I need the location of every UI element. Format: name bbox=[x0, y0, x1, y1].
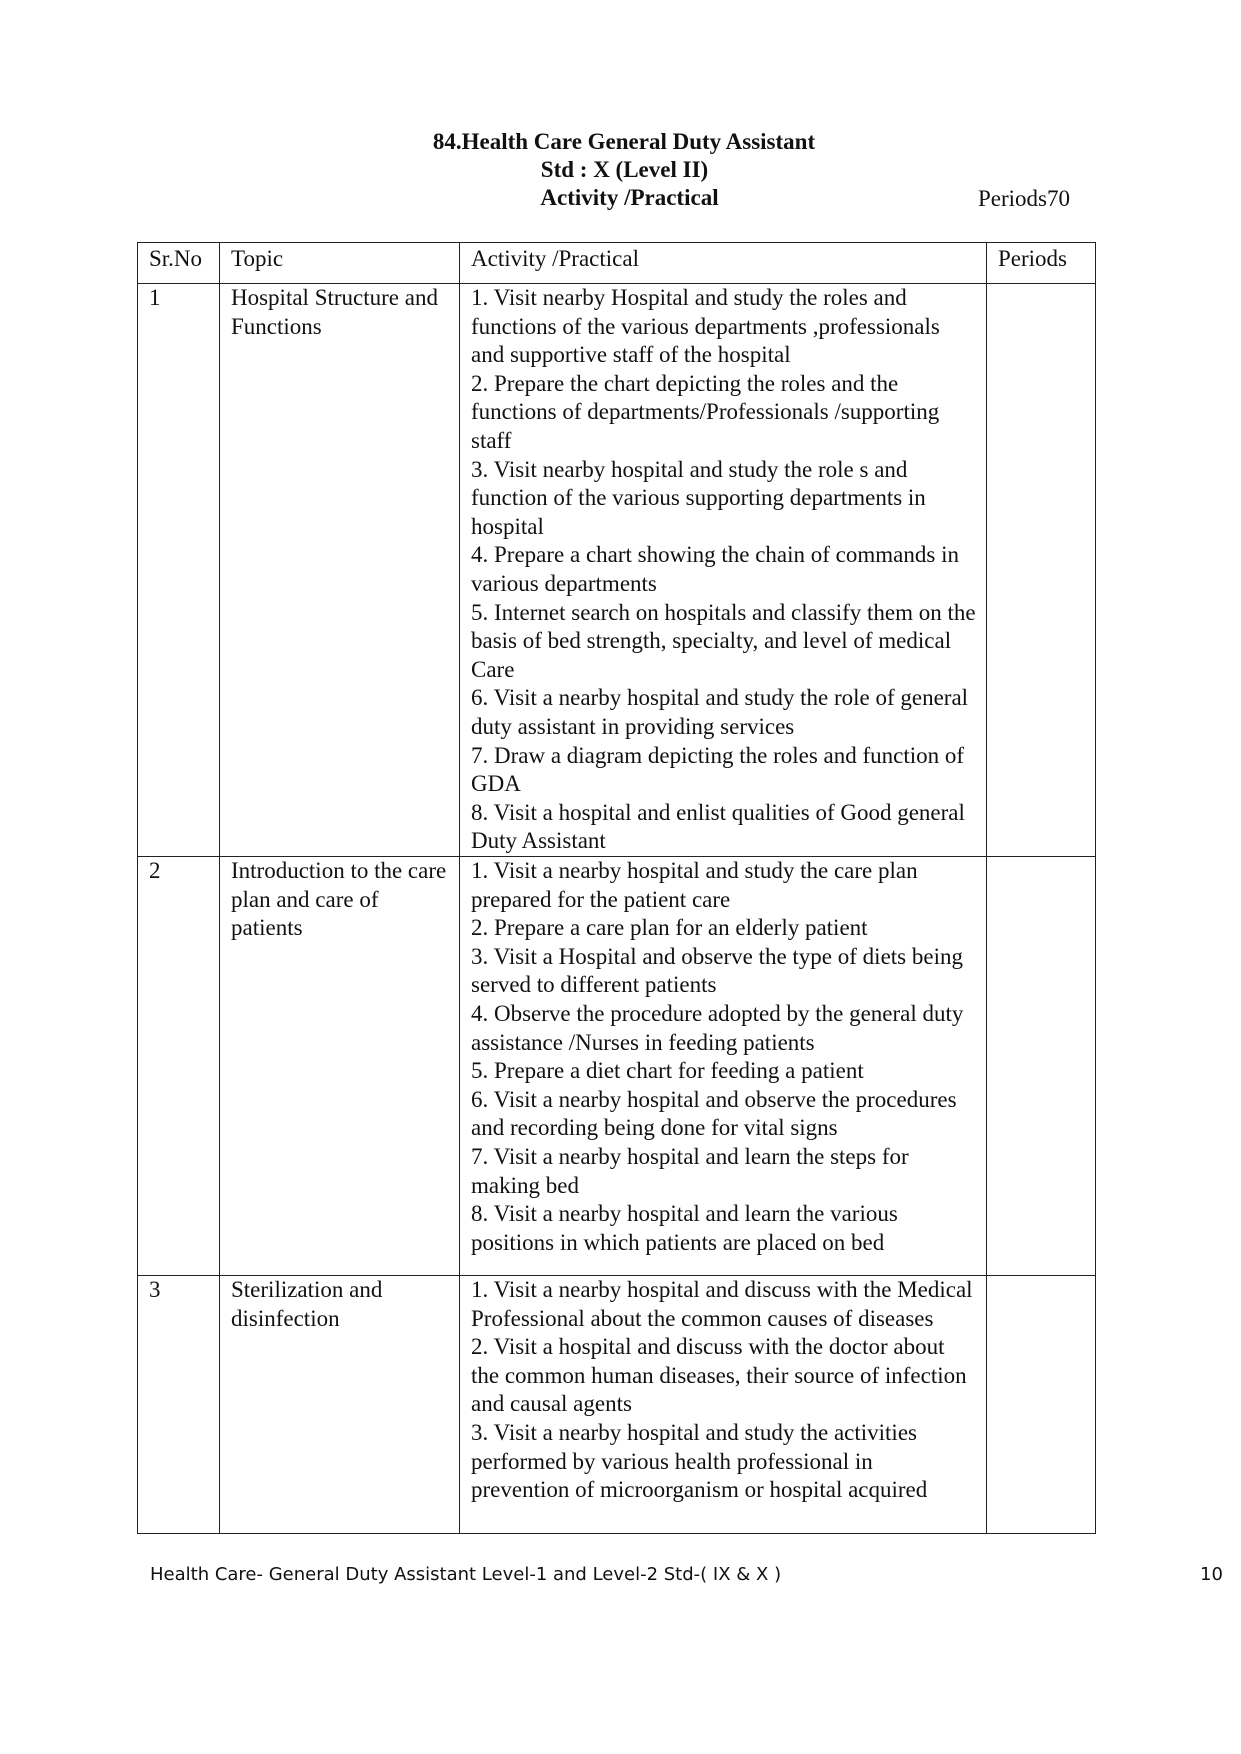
standard-level: Std : X (Level II) bbox=[540, 157, 709, 182]
sr-no-cell: 3 bbox=[138, 1276, 220, 1534]
table-header-row bbox=[138, 243, 1096, 284]
header-topic: Topic bbox=[220, 243, 460, 284]
activity-item: 3. Visit nearby hospital and study the role s and function of the various supporting departments in hospital bbox=[471, 456, 926, 539]
topic-cell: Hospital Structure and Functions bbox=[220, 284, 460, 857]
topic-cell: Sterilization and disinfection bbox=[220, 1276, 460, 1534]
sr-no-cell: 2 bbox=[138, 857, 220, 1276]
footer-text: Health Care- General Duty Assistant Level-1 and Level-2 Std-( IX & X ) bbox=[150, 1564, 782, 1585]
activity-item: 4. Prepare a chart showing the chain of commands in various departments bbox=[471, 542, 959, 596]
activity-item: 6. Visit a nearby hospital and study the role of general duty assistant in providing services bbox=[471, 685, 969, 739]
header-sr-no: Sr.No bbox=[138, 243, 220, 284]
activity-item: 5. Internet search on hospitals and classify them on the basis of bed strength, specialty, and level of medical Care bbox=[471, 599, 976, 682]
activity-item: 2. Prepare a care plan for an elderly patient bbox=[471, 915, 868, 941]
activity-item: 8. Visit a hospital and enlist qualities of Good general Duty Assistant bbox=[471, 799, 965, 854]
activity-cell bbox=[460, 284, 987, 857]
activity-item: 4. Observe the procedure adopted by the general duty assistance /Nurses in feeding patients bbox=[471, 1000, 964, 1055]
activity-item: 3. Visit a Hospital and observe the type of diets being served to different patients bbox=[471, 943, 963, 998]
periods-cell bbox=[987, 284, 1096, 857]
topic-cell: Introduction to the care plan and care of patients bbox=[220, 857, 460, 1276]
activity-table bbox=[137, 242, 1096, 1534]
activity-item: 1. Visit a nearby hospital and discuss with the Medical Professional about the common causes of diseases bbox=[471, 1277, 973, 1331]
header-periods: Periods bbox=[987, 243, 1096, 284]
periods-cell bbox=[987, 857, 1096, 1276]
page-number: 10 bbox=[1200, 1564, 1223, 1585]
activity-item: 5. Prepare a diet chart for feeding a patient bbox=[471, 1058, 864, 1084]
activity-item: 3. Visit a nearby hospital and study the activities performed by various health professional in prevention of microorganism or hospital acquired bbox=[471, 1419, 928, 1503]
table-row bbox=[138, 284, 1096, 857]
table-row bbox=[138, 857, 1096, 1276]
total-periods: Periods70 bbox=[978, 186, 1070, 211]
activity-item: 7. Visit a nearby hospital and learn the steps for making bed bbox=[471, 1143, 909, 1198]
activity-cell bbox=[460, 1276, 987, 1534]
document-title: 84.Health Care General Duty Assistant bbox=[432, 129, 816, 154]
activity-cell bbox=[460, 857, 987, 1276]
periods-cell bbox=[987, 1276, 1096, 1534]
section-subtitle: Activity /Practical bbox=[540, 185, 719, 210]
activity-item: 1. Visit nearby Hospital and study the roles and functions of the various departments ,professionals and supportive staff of the hospital bbox=[471, 285, 940, 368]
activity-item: 6. Visit a nearby hospital and observe the procedures and recording being done for vital signs bbox=[471, 1086, 957, 1141]
activity-item: 2. Visit a hospital and discuss with the doctor about the common human diseases, their source of infection and causal agents bbox=[471, 1334, 967, 1417]
table-row bbox=[138, 1276, 1096, 1534]
activity-item: 1. Visit a nearby hospital and study the care plan prepared for the patient care bbox=[471, 858, 918, 912]
sr-no-cell: 1 bbox=[138, 284, 220, 857]
activity-item: 8. Visit a nearby hospital and learn the various positions in which patients are placed on bed bbox=[471, 1201, 898, 1255]
header-activity: Activity /Practical bbox=[460, 243, 987, 284]
activity-item: 2. Prepare the chart depicting the roles and the functions of departments/Professionals /supporting staff bbox=[471, 370, 940, 453]
activity-item: 7. Draw a diagram depicting the roles and function of GDA bbox=[471, 742, 965, 797]
